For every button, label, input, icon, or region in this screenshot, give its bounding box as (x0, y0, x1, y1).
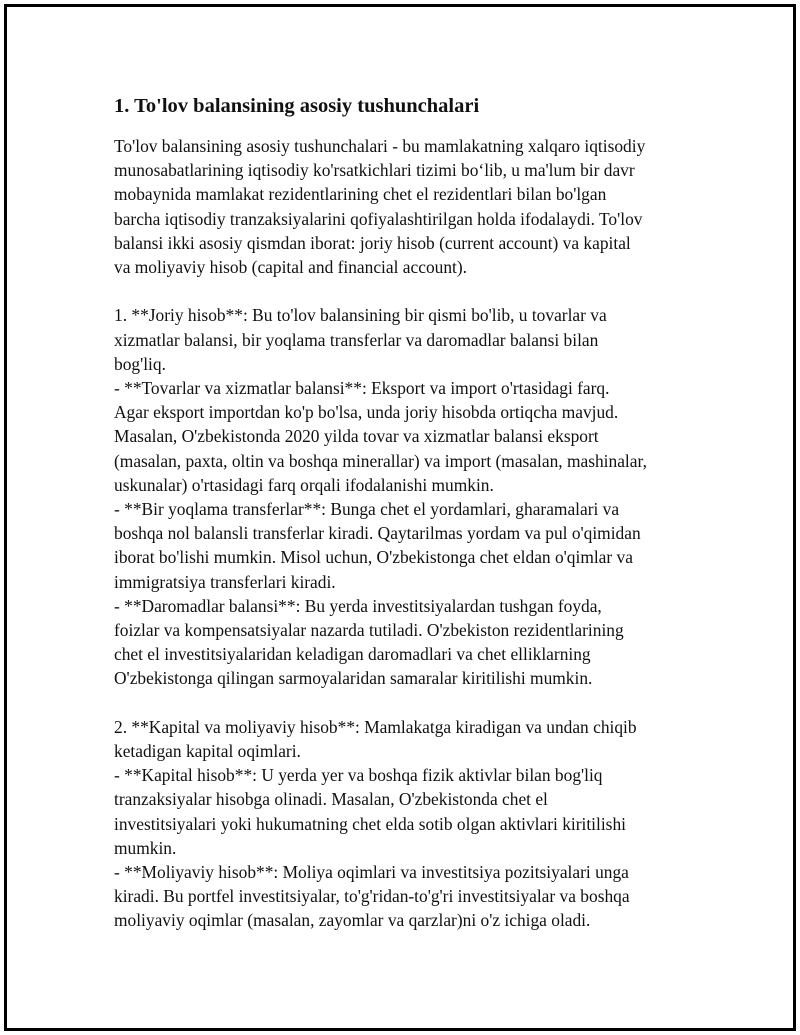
intro-paragraph: To'lov balansining asosiy tushunchalari - bu mamlakatning xalqaro iqtisodiy munosabatlarining iqtisodiy ko'rsatkichlari tizimi bo‘lib, u ma'lum bir davr mobaynida mamlakat rezidentlarining chet el rezidentlari bilan bo'lgan barcha iqtisodiy tranzaksiyalarini qofiyalashtirilgan holda ifodalaydi. To'lov balansi ikki asosiy qismdan iborat: joriy hisob (current account) va kapital va moliyaviy hisob (capital and financial account). (114, 136, 646, 278)
document-title: 1. To'lov balansining asosiy tushunchalari (114, 95, 480, 117)
paragraph-spacer (114, 691, 704, 715)
capital-account-section: 2. **Kapital va moliyaviy hisob**: Mamlakatga kiradigan va undan chiqib ketadigan kapital oqimlari. - **Kapital hisob**: U yerda yer va boshqa fizik aktivlar bilan bog'liq tranzaksiyalar hisobga olinadi. Masalan, O'zbekistonda chet el investitsiyalari yoki hukumatning chet elda sotib olgan aktivlari kiritilishi mumkin. - **Moliyaviy hisob**: Moliya oqimlari va investitsiya pozitsiyalari unga kiradi. Bu portfel investitsiyalar, to'g'ridan-to'g'ri investitsiyalar va boshqa moliyaviy oqimlar (masalan, zayomlar va qarzlar)ni o'z ichiga oladi. (114, 716, 637, 931)
paragraph-spacer (114, 279, 704, 303)
current-account-section: 1. **Joriy hisob**: Bu to'lov balansining bir qismi bo'lib, u tovarlar va xizmatlar balansi, bir yoqlama transferlar va daromadlar balansi bilan bog'liq. - **Tovarlar va xizmatlar balansi**: Eksport va import o'rtasidagi farq. Agar eksport importdan ko'p bo'lsa, unda joriy hisobda ortiqcha mavjud. Masalan, O'zbekistonda 2020 yilda tovar va xizmatlar balansi eksport (masalan, paxta, oltin va boshqa minerallar) va import (masalan, mashinalar, uskunalar) o'rtasidagi farq orqali ifodalanishi mumkin. - **Bir yoqlama transferlar**: Bunga chet el yordamlari, gharamalari va boshqa nol balansli transferlar kiradi. Qaytarilmas yordam va pul o'qimidan iborat bo'lishi mumkin. Misol uchun, O'zbekistonga chet eldan o'qimlar va immigratsiya transferlari kiradi. - **Daromadlar balansi**: Bu yerda investitsiyalardan tushgan foyda, foizlar va kompensatsiyalar nazarda tutiladi. O'zbekiston rezidentlarining chet el investitsiyalaridan keladigan daromadlari va chet elliklarning O'zbekistonga qilingan sarmoyalaridan samaralar kiritilishi mumkin. (114, 305, 647, 689)
document-body (114, 92, 704, 933)
